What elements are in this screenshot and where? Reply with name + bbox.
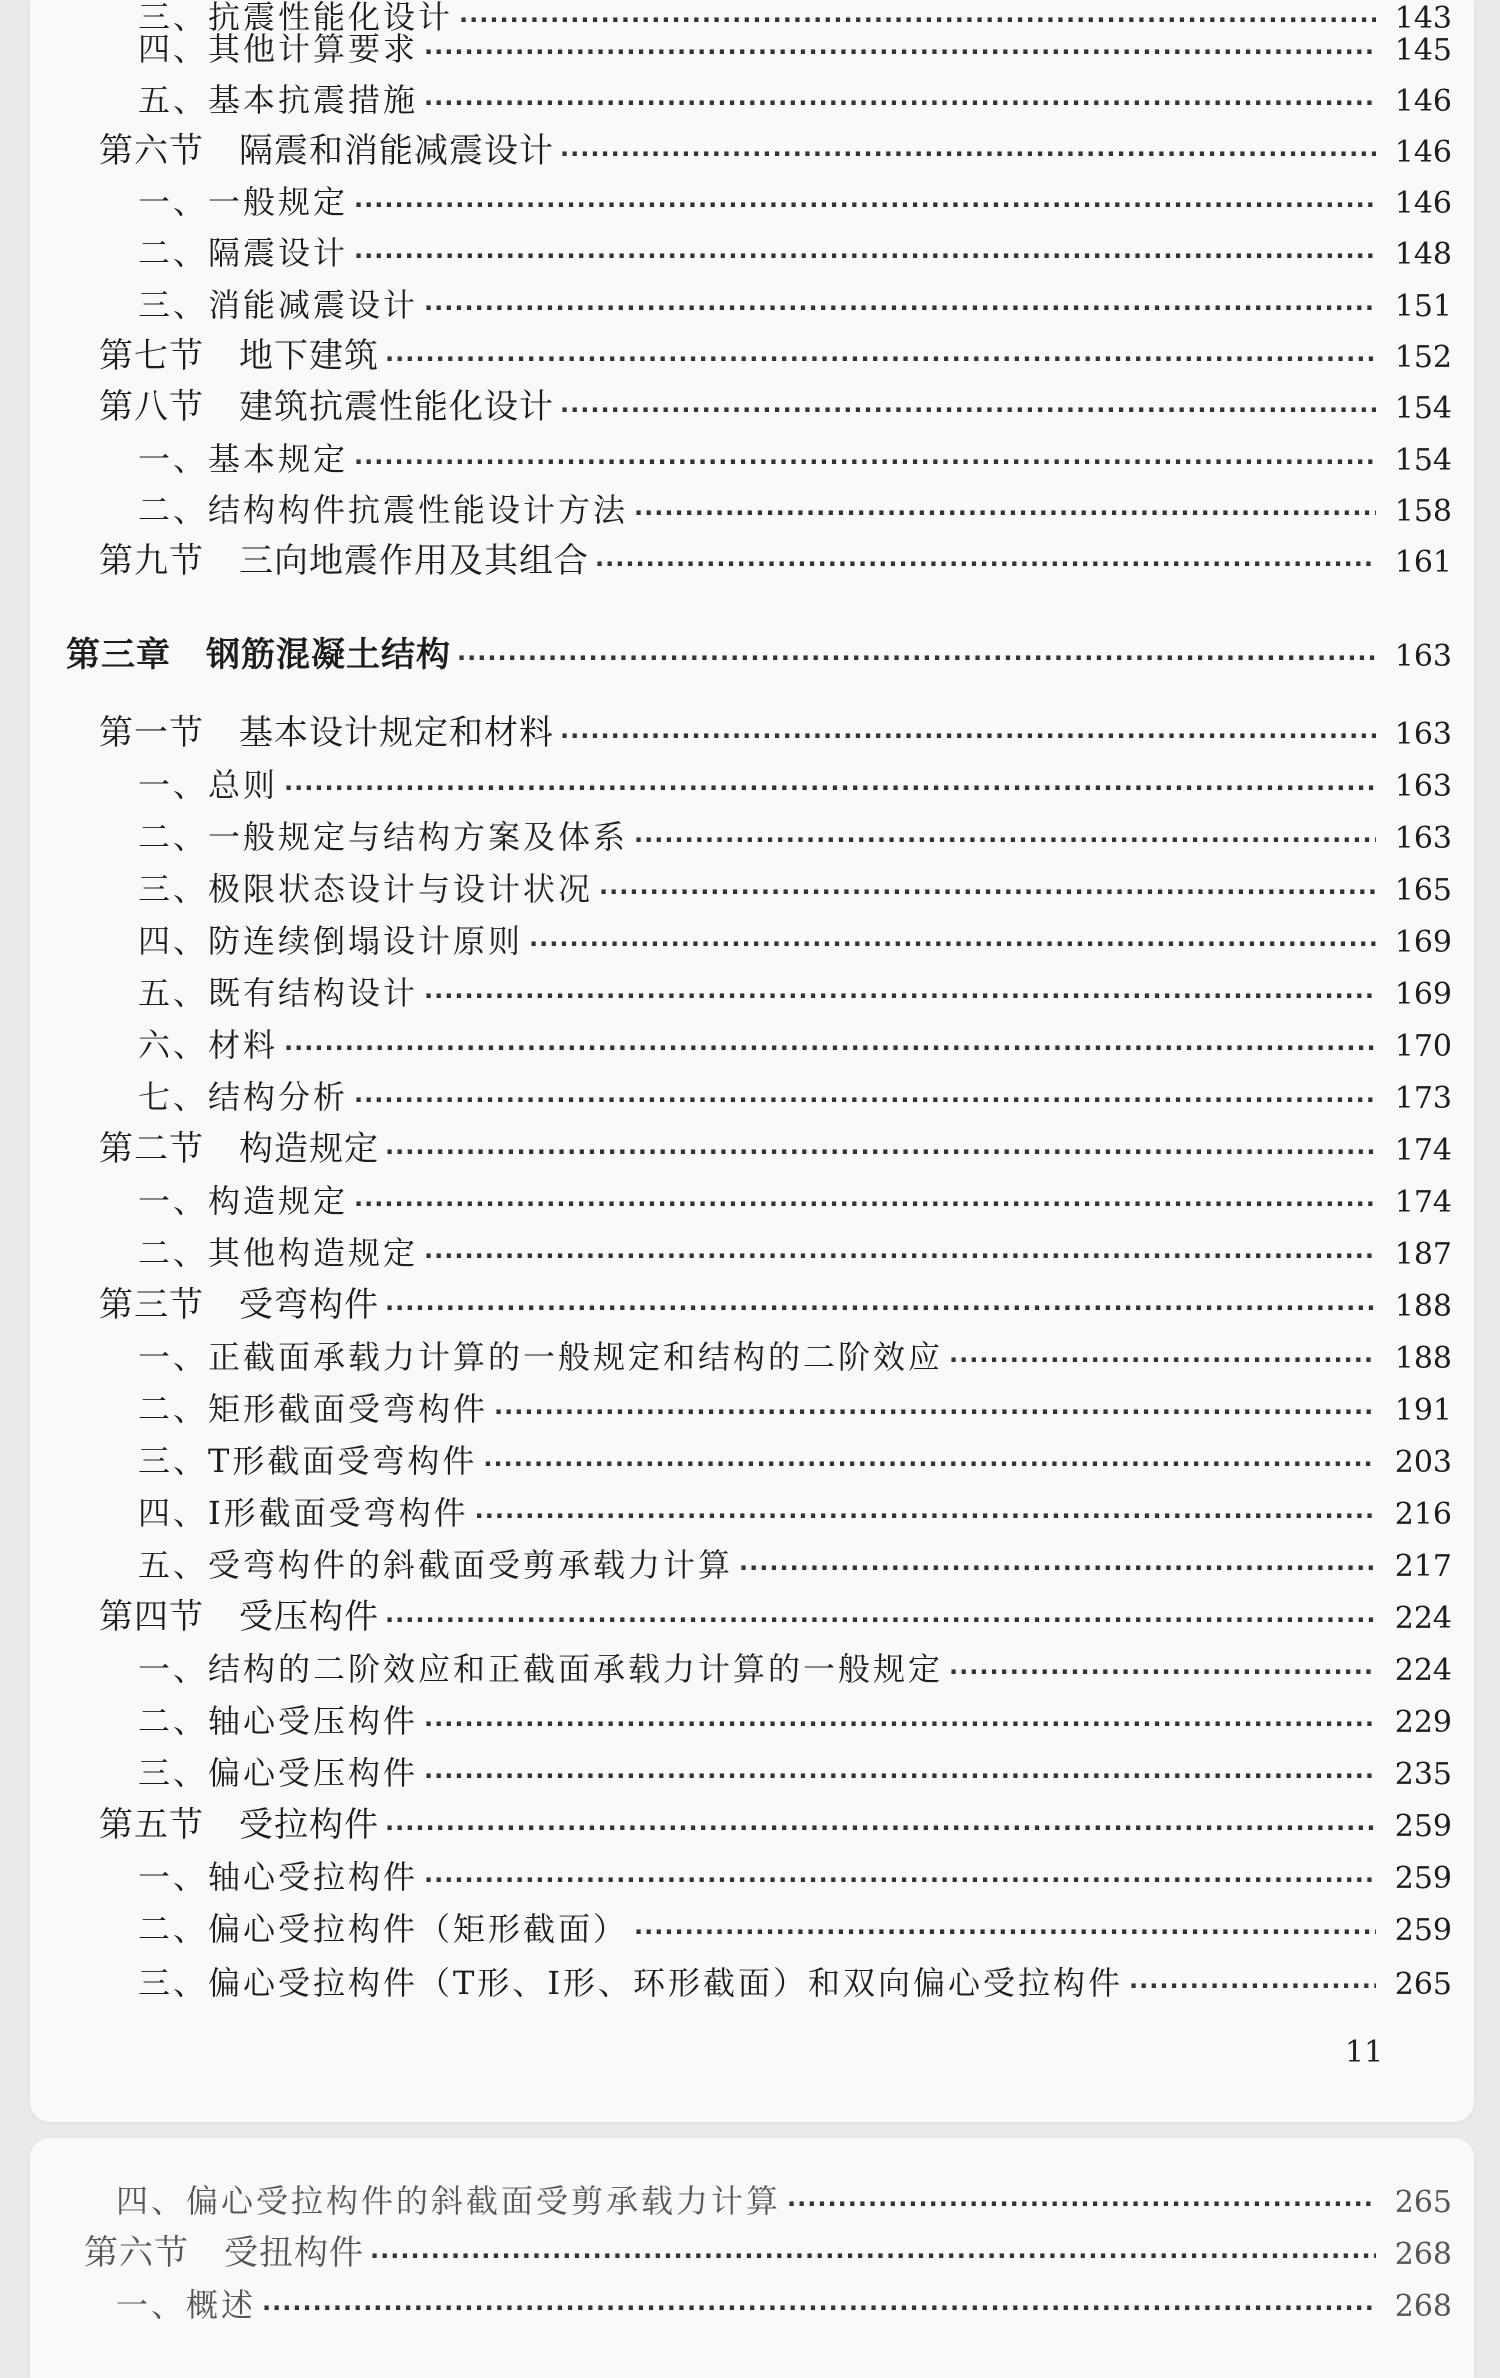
toc-entry [30,177,1474,227]
leader-dots [483,1436,1376,1486]
toc-entry-page: 163 [1394,717,1452,752]
toc-entry [30,1592,1474,1642]
toc-entry-title: 第四节 受压构件 [99,1597,379,1637]
toc-entry-title: 二、一般规定与结构方案及体系 [138,818,629,856]
toc-entry-title: 一、一般规定 [138,183,349,221]
toc-entry-title: 一、概述 [116,2286,257,2324]
toc-entry [30,1072,1474,1122]
toc-entry-title: 四、其他计算要求 [138,30,419,68]
toc-entry-title: 二、隔震设计 [138,234,349,272]
toc-entry-title: 一、总则 [138,766,279,804]
leader-dots [424,1228,1376,1278]
toc-entry [30,1644,1474,1694]
toc-entry-page: 169 [1394,925,1452,960]
toc-entry-title: 第一节 基本设计规定和材料 [99,713,554,753]
toc-entry [30,1384,1474,1434]
toc-entry-page: 163 [1394,639,1452,674]
toc-entry-page: 148 [1394,237,1452,272]
toc-entry-title: 一、轴心受拉构件 [138,1858,419,1896]
toc-entry [30,1332,1474,1382]
toc-entry [30,331,1474,381]
leader-dots [370,2228,1376,2278]
toc-chapter-title: 第三章 钢筋混凝土结构 [66,635,451,675]
toc-entry-page: 158 [1394,494,1452,529]
toc-entry-title: 二、其他构造规定 [138,1234,419,1272]
toc-entry-page: 265 [1394,1967,1452,2002]
toc-entry [30,1852,1474,1902]
toc-entry [30,434,1474,484]
leader-dots [560,126,1376,176]
toc-entry-page: 224 [1394,1601,1452,1636]
leader-dots [385,331,1376,381]
toc-entry-page: 145 [1394,33,1452,68]
leader-dots [262,2280,1376,2330]
leader-dots [385,1280,1376,1330]
toc-entry-page: 152 [1394,340,1452,375]
toc-entry-page: 151 [1394,289,1452,324]
toc-entry [30,126,1474,176]
toc-entry [30,1958,1474,2008]
leader-dots [354,434,1376,484]
toc-entry [30,1176,1474,1226]
toc-entry-page: 224 [1394,1653,1452,1688]
toc-entry-page: 187 [1394,1237,1452,1272]
toc-entry-page: 217 [1394,1549,1452,1584]
toc-entry-title: 第八节 建筑抗震性能化设计 [99,387,554,427]
leader-dots [634,485,1376,535]
toc-entry-page: 146 [1394,186,1452,221]
toc-entry-page: 259 [1394,1809,1452,1844]
toc-entry [30,2176,1474,2226]
toc-entry-page: 163 [1394,821,1452,856]
leader-dots [424,75,1376,125]
leader-dots [949,1332,1376,1382]
toc-page-upper [30,0,1474,2122]
toc-entry-page: 154 [1394,391,1452,426]
toc-entry-title: 四、偏心受拉构件的斜截面受剪承载力计算 [116,2182,782,2220]
leader-dots [457,630,1376,680]
leader-dots [739,1540,1376,1590]
toc-entry [30,1904,1474,1954]
toc-entry-title: 四、防连续倒塌设计原则 [138,922,524,960]
toc-entry [30,1228,1474,1278]
toc-entry-title: 第五节 受拉构件 [99,1805,379,1845]
leader-dots [424,968,1376,1018]
toc-entry [30,1280,1474,1330]
toc-entry-page: 143 [1394,1,1452,36]
leader-dots [354,1176,1376,1226]
toc-entry [30,536,1474,586]
toc-entry-page: 154 [1394,443,1452,478]
leader-dots [529,916,1376,966]
toc-entry-title: 第七节 地下建筑 [99,336,379,376]
leader-dots [475,1488,1376,1538]
leader-dots [284,1020,1376,1070]
toc-entry-page: 146 [1394,135,1452,170]
toc-entry [30,708,1474,758]
leader-dots [284,760,1376,810]
toc-entry [30,280,1474,330]
toc-entry [30,382,1474,432]
leader-dots [595,536,1376,586]
toc-entry-title: 第二节 构造规定 [99,1129,379,1169]
toc-entry [30,1800,1474,1850]
toc-entry-page: 268 [1394,2289,1452,2324]
toc-entry-page: 146 [1394,84,1452,119]
toc-entry-page: 161 [1394,545,1452,580]
toc-entry-page: 173 [1394,1081,1452,1116]
toc-entry [30,1748,1474,1798]
leader-dots [424,1852,1376,1902]
toc-entry [30,1124,1474,1174]
toc-entry-title: 三、抗震性能化设计 [138,0,454,36]
toc-entry-title: 一、基本规定 [138,440,349,478]
toc-entry [30,864,1474,914]
toc-entry [30,1540,1474,1590]
leader-dots [385,1592,1376,1642]
toc-entry-title: 第九节 三向地震作用及其组合 [99,541,589,581]
toc-entry-title: 三、偏心受拉构件（T形、I形、环形截面）和双向偏心受拉构件 [138,1964,1123,2002]
toc-entry [30,485,1474,535]
toc-entry-title: 一、正截面承载力计算的一般规定和结构的二阶效应 [138,1338,944,1376]
toc-entry-title: 二、结构构件抗震性能设计方法 [138,491,629,529]
toc-entry-page: 174 [1394,1185,1452,1220]
toc-entry [30,1020,1474,1070]
toc-entry-page: 259 [1394,1861,1452,1896]
toc-entry-page: 163 [1394,769,1452,804]
toc-entry-page: 268 [1394,2237,1452,2272]
leader-dots [385,1124,1376,1174]
leader-dots [385,1800,1376,1850]
leader-dots [560,382,1376,432]
toc-entry-page: 188 [1394,1289,1452,1324]
toc-entry-title: 第六节 隔震和消能减震设计 [99,131,554,171]
toc-entry-title: 二、轴心受压构件 [138,1702,419,1740]
toc-entry-page: 170 [1394,1029,1452,1064]
toc-entry [30,812,1474,862]
leader-dots [634,812,1376,862]
toc-entry-page: 265 [1394,2185,1452,2220]
toc-entry [30,1436,1474,1486]
leader-dots [560,708,1376,758]
toc-entry-title: 五、基本抗震措施 [138,81,419,119]
leader-dots [424,1696,1376,1746]
toc-entry-title: 第六节 受扭构件 [84,2233,364,2273]
toc-entry [30,968,1474,1018]
leader-dots [354,228,1376,278]
toc-entry-title: 五、受弯构件的斜截面受剪承载力计算 [138,1546,734,1584]
toc-entry-page: 229 [1394,1705,1452,1740]
toc-entry-title: 一、构造规定 [138,1182,349,1220]
toc-entry-title: 一、结构的二阶效应和正截面承载力计算的一般规定 [138,1650,944,1688]
leader-dots [494,1384,1376,1434]
leader-dots [634,1904,1376,1954]
leader-dots [424,1748,1376,1798]
toc-entry [30,24,1474,74]
leader-dots [599,864,1376,914]
toc-entry [30,75,1474,125]
toc-entry-title: 二、偏心受拉构件（矩形截面） [138,1910,629,1948]
toc-entry [30,228,1474,278]
toc-entry [30,2228,1474,2278]
leader-dots [354,177,1376,227]
toc-entry-page: 165 [1394,873,1452,908]
toc-entry [30,760,1474,810]
toc-entry-title: 三、极限状态设计与设计状况 [138,870,594,908]
toc-chapter-entry [30,630,1474,680]
leader-dots [424,280,1376,330]
toc-entry-page: 235 [1394,1757,1452,1792]
leader-dots [424,24,1376,74]
toc-entry-title: 四、I形截面受弯构件 [138,1494,469,1532]
toc-entry-page: 188 [1394,1341,1452,1376]
toc-entry-title: 五、既有结构设计 [138,974,419,1012]
toc-entry [30,1488,1474,1538]
toc-entry-title: 六、材料 [138,1026,279,1064]
leader-dots [949,1644,1376,1694]
toc-page-lower [30,2138,1474,2378]
toc-entry-title: 七、结构分析 [138,1078,349,1116]
toc-entry-page: 216 [1394,1497,1452,1532]
toc-entry [30,1696,1474,1746]
toc-entry-title: 二、矩形截面受弯构件 [138,1390,489,1428]
toc-entry-page: 259 [1394,1913,1452,1948]
leader-dots [787,2176,1376,2226]
page-number: 11 [1345,2035,1384,2070]
toc-entry-title: 三、T形截面受弯构件 [138,1442,478,1480]
toc-entry [30,2280,1474,2330]
toc-entry-page: 174 [1394,1133,1452,1168]
toc-entry-page: 169 [1394,977,1452,1012]
toc-entry [30,916,1474,966]
toc-entry-title: 三、偏心受压构件 [138,1754,419,1792]
toc-entry-page: 203 [1394,1445,1452,1480]
toc-entry-title: 三、消能减震设计 [138,286,419,324]
toc-entry-page: 191 [1394,1393,1452,1428]
leader-dots [1129,1958,1376,2008]
leader-dots [354,1072,1376,1122]
toc-entry-title: 第三节 受弯构件 [99,1285,379,1325]
